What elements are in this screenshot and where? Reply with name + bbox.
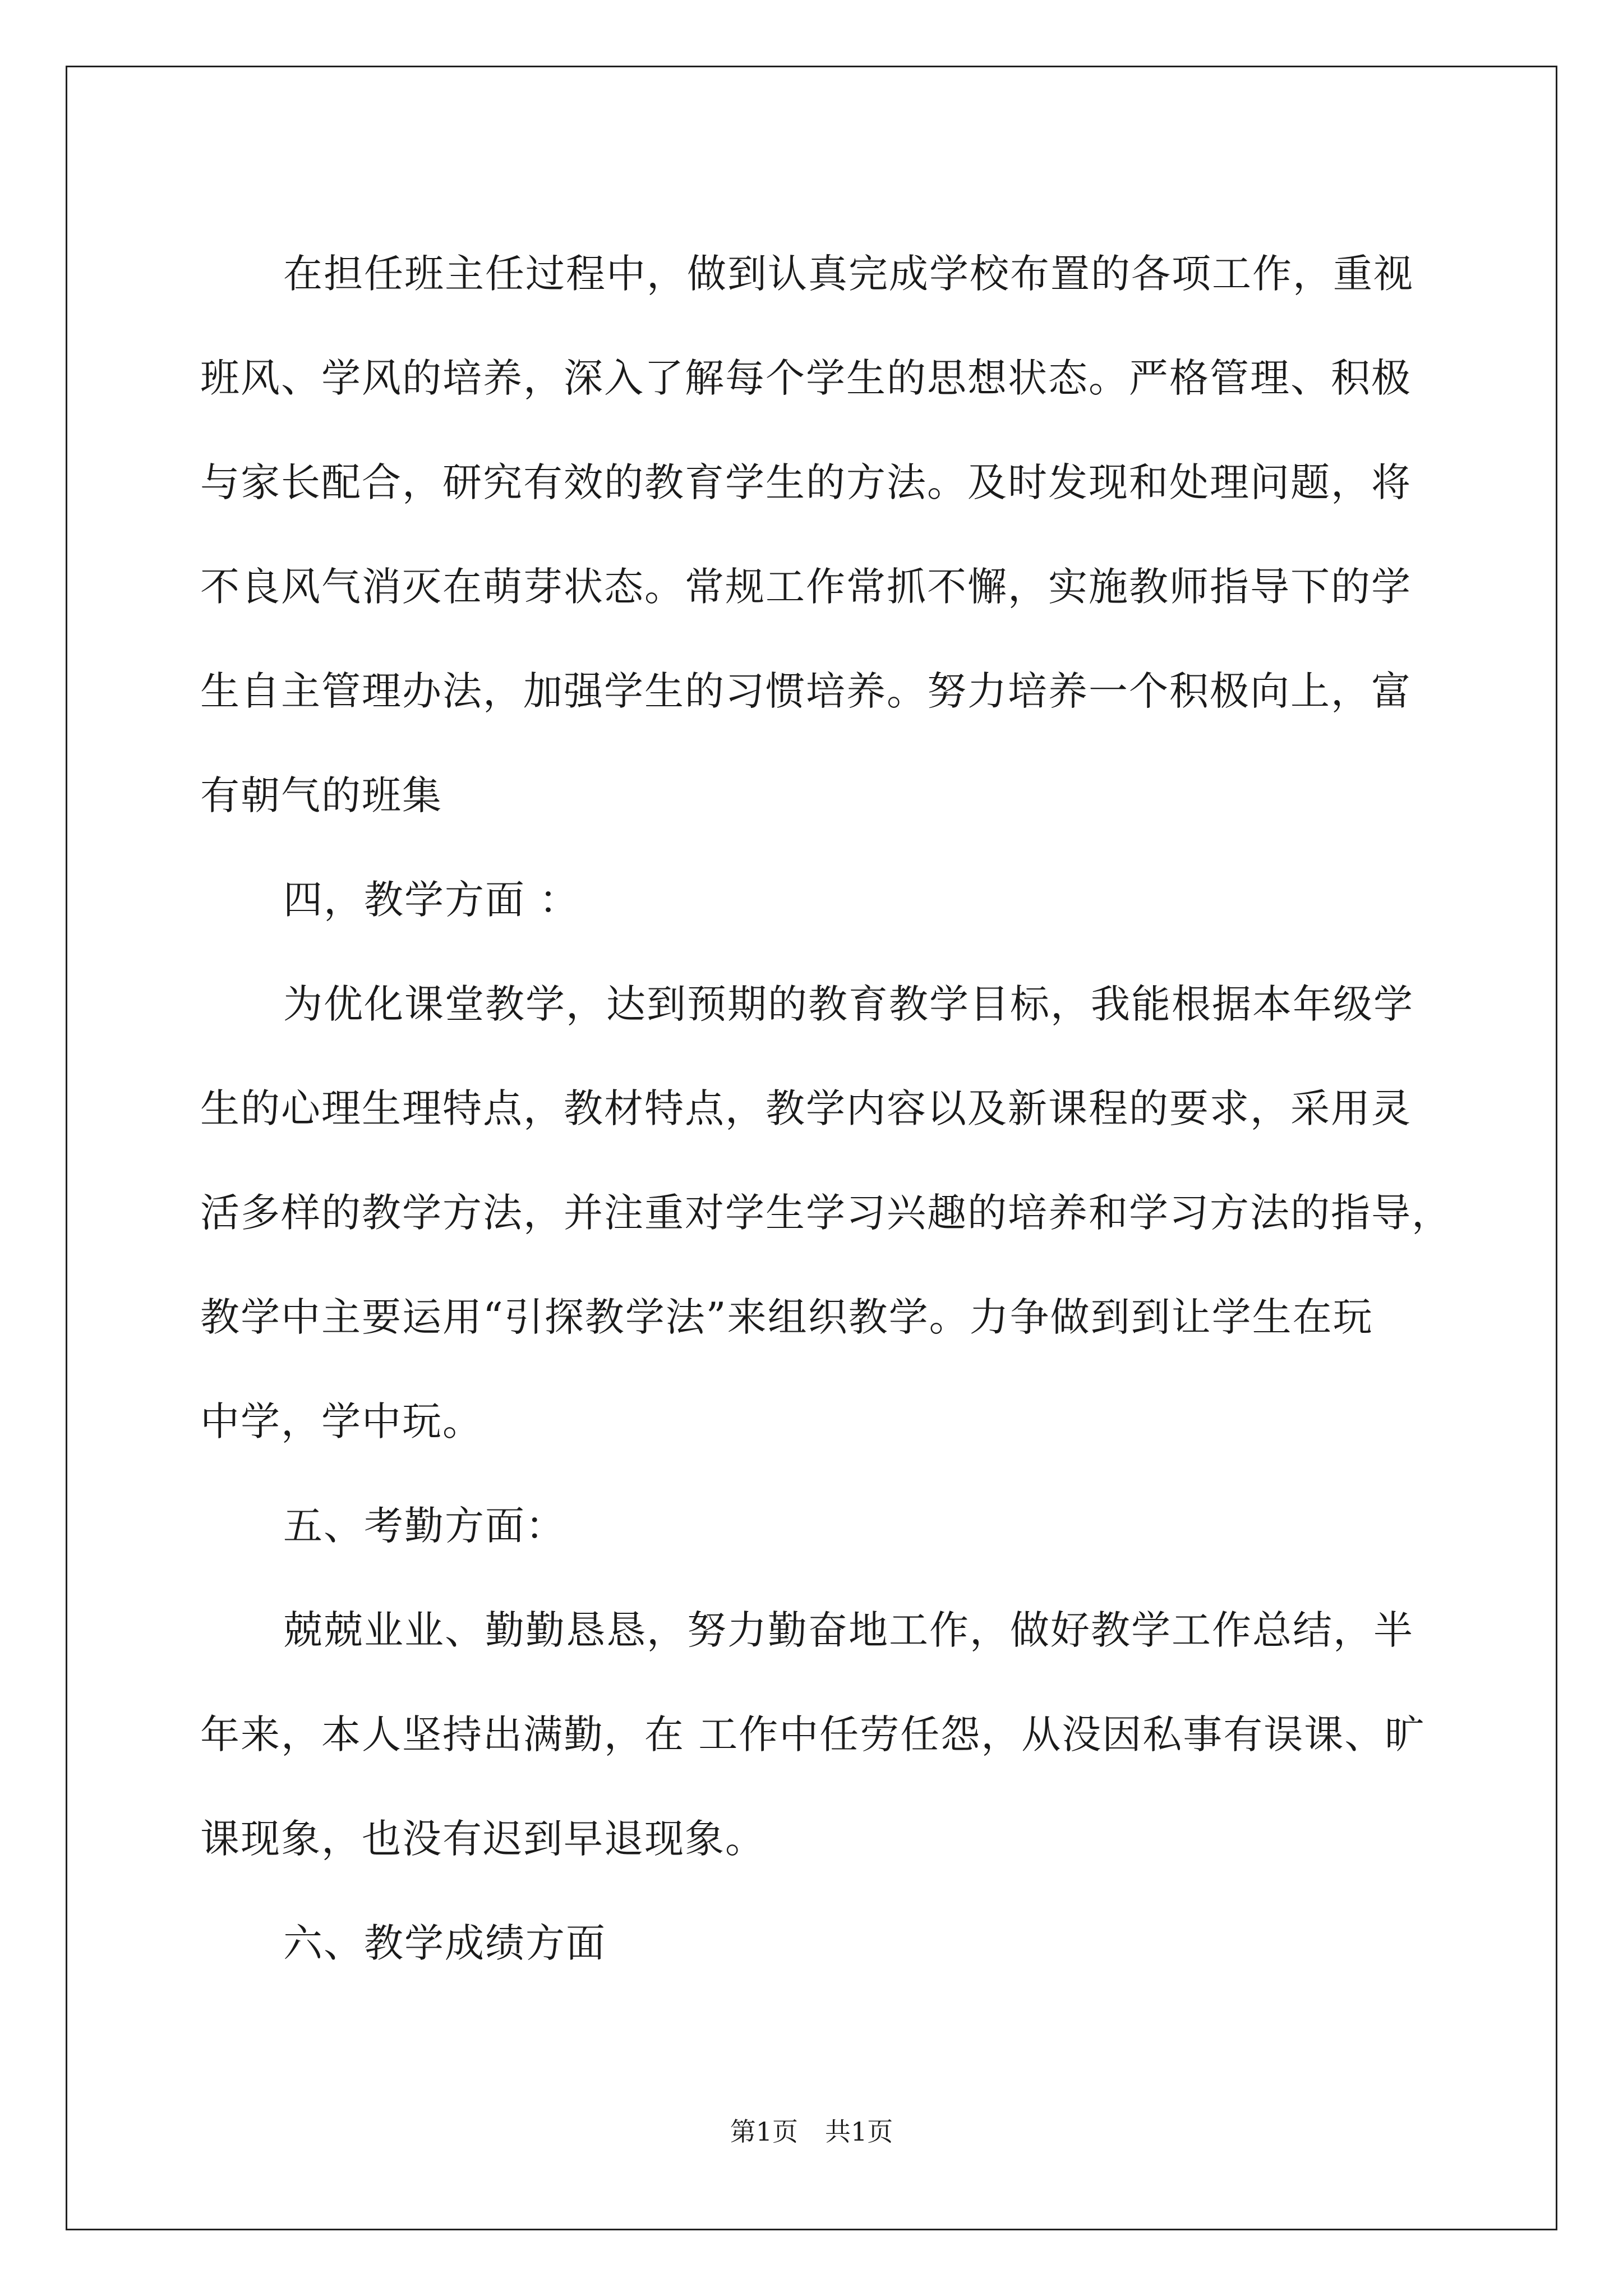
paragraph-attendance: [200, 1578, 1428, 1891]
section-heading-teaching: [200, 848, 1428, 952]
paragraph-class-management: [200, 222, 1428, 848]
page-number: 第1页: [730, 2116, 798, 2147]
text-line: 班风、学风的培养，深入了解每个学生的思想状态。严格管理、积极: [200, 355, 1412, 401]
heading-text: 五、考勤方面：: [283, 1503, 566, 1549]
text-line: 兢兢业业、勤勤恳恳，努力勤奋地工作，做好教学工作总结，半: [283, 1607, 1414, 1653]
text-line: 中学，学中玩。: [200, 1398, 483, 1444]
text-line: 为优化课堂教学，达到预期的教育教学目标，我能根据本年级学: [283, 981, 1414, 1027]
text-line: 与家长配合，研究有效的教育学生的方法。及时发现和处理问题，将: [200, 459, 1412, 505]
text-line: 课现象，也没有迟到早退现象。: [200, 1816, 766, 1862]
document-body: [200, 222, 1452, 1995]
text-line: 有朝气的班集: [200, 772, 442, 818]
text-line: 生的心理生理特点，教材特点，教学内容以及新课程的要求，采用灵: [200, 1085, 1412, 1131]
text-line: 在担任班主任过程中，做到认真完成学校布置的各项工作，重视: [283, 251, 1414, 297]
page-total: 共1页: [825, 2116, 893, 2147]
text-line: 生自主管理办法，加强学生的习惯培养。努力培养一个积极向上，富: [200, 668, 1412, 714]
text-line: 年来，本人坚持出满勤，在 工作中任劳任怨，从没因私事有误课、旷: [200, 1711, 1426, 1757]
text-line: 活多样的教学方法，并注重对学生学习兴趣的培养和学习方法的指导，: [200, 1190, 1452, 1236]
heading-text: 六、教学成绩方面: [283, 1920, 606, 1966]
heading-text: 四，教学方面 ：: [283, 877, 580, 923]
section-heading-attendance: [200, 1474, 1428, 1578]
paragraph-teaching: [200, 952, 1452, 1474]
page-footer: [0, 2115, 1623, 2148]
text-line: 不良风气消灭在萌芽状态。常规工作常抓不懈，实施教师指导下的学: [200, 564, 1412, 610]
text-line: 教学中主要运用“引探教学法”来组织教学。力争做到到让学生在玩: [200, 1294, 1373, 1340]
section-heading-results: [200, 1891, 1428, 1995]
